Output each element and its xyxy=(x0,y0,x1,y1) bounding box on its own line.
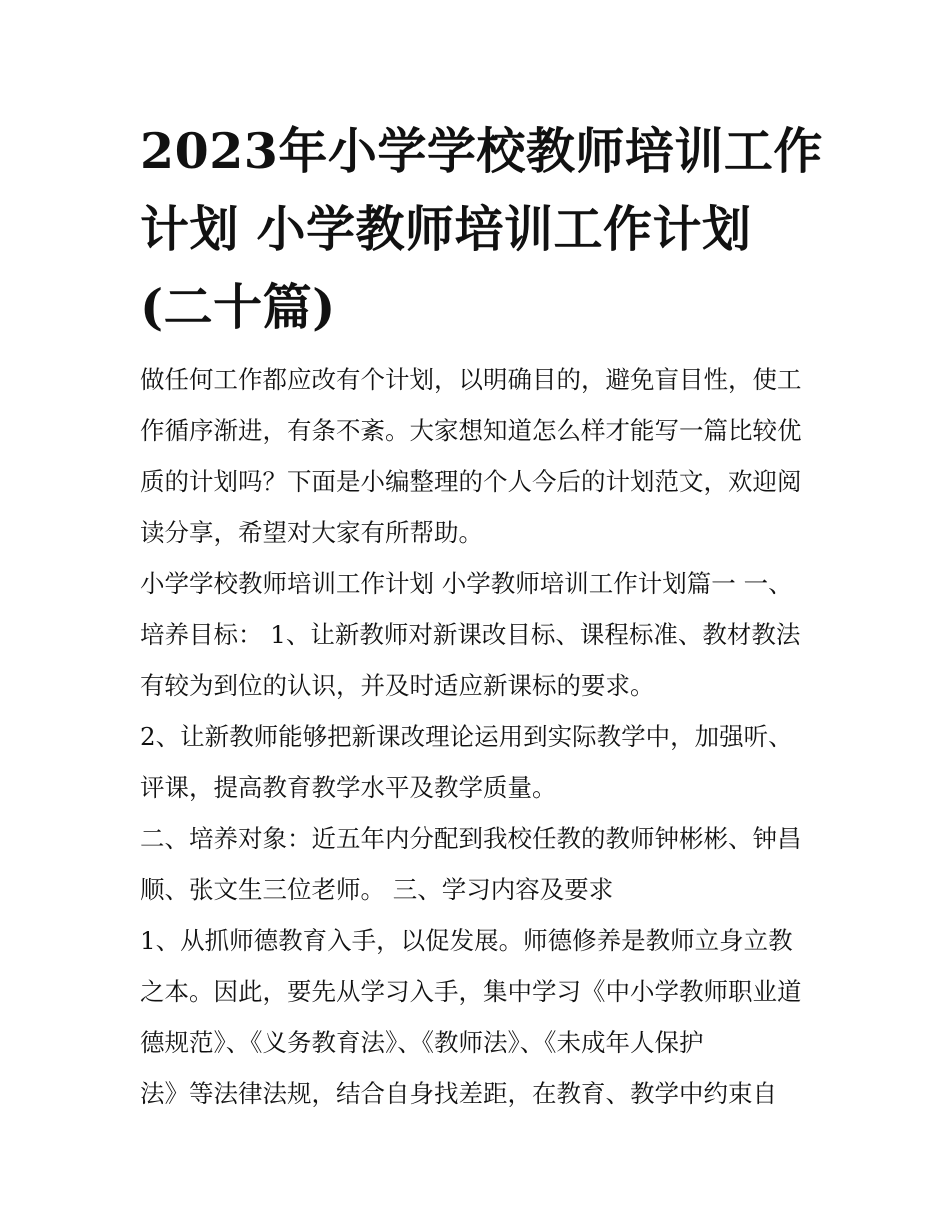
text-line: 培养目标： 1、让新教师对新课改目标、课程标准、教材教法 xyxy=(140,620,801,649)
text-line: 之本。因此，要先从学习入手，集中学习《中小学教师职业道 xyxy=(140,977,802,1006)
document-title xyxy=(140,112,823,346)
text-line: 小学学校教师培训工作计划 小学教师培训工作计划篇一 一、 xyxy=(140,569,793,598)
document-body xyxy=(140,354,830,1119)
text-line: 德规范》、《义务教育法》、《教师法》、《未成年人保护 xyxy=(140,1028,704,1057)
text-line: 2、让新教师能够把新课改理论运用到实际教学中，加强听、 xyxy=(140,722,793,751)
text-line: 读分享，希望对大家有所帮助。 xyxy=(140,518,483,547)
targets-paragraph xyxy=(140,813,830,915)
title-line: 计划 小学教师培训工作计划 xyxy=(140,200,752,258)
ethics-paragraph xyxy=(140,915,830,1119)
text-line: 做任何工作都应改有个计划，以明确目的，避免盲目性，使工 xyxy=(140,365,802,394)
title-line: (二十篇) xyxy=(140,278,336,336)
title-line: 2023年小学学校教师培训工作 xyxy=(140,122,823,180)
text-line: 质的计划吗？下面是小编整理的个人今后的计划范文，欢迎阅 xyxy=(140,467,802,496)
intro-paragraph xyxy=(140,354,830,558)
text-line: 作循序渐进，有条不紊。大家想知道怎么样才能写一篇比较优 xyxy=(140,416,802,445)
goal-two-paragraph xyxy=(140,711,830,813)
text-line: 评课，提高教育教学水平及教学质量。 xyxy=(140,773,557,802)
text-line: 顺、张文生三位老师。 三、学习内容及要求 xyxy=(140,875,614,904)
text-line: 二、培养对象：近五年内分配到我校任教的教师钟彬彬、钟昌 xyxy=(140,824,802,853)
text-line: 有较为到位的认识，并及时适应新课标的要求。 xyxy=(140,671,655,700)
goals-paragraph xyxy=(140,558,830,711)
text-line: 法》等法律法规，结合自身找差距，在教育、教学中约束自 xyxy=(140,1079,777,1108)
text-line: 1、从抓师德教育入手，以促发展。师德修养是教师立身立教 xyxy=(140,926,793,955)
